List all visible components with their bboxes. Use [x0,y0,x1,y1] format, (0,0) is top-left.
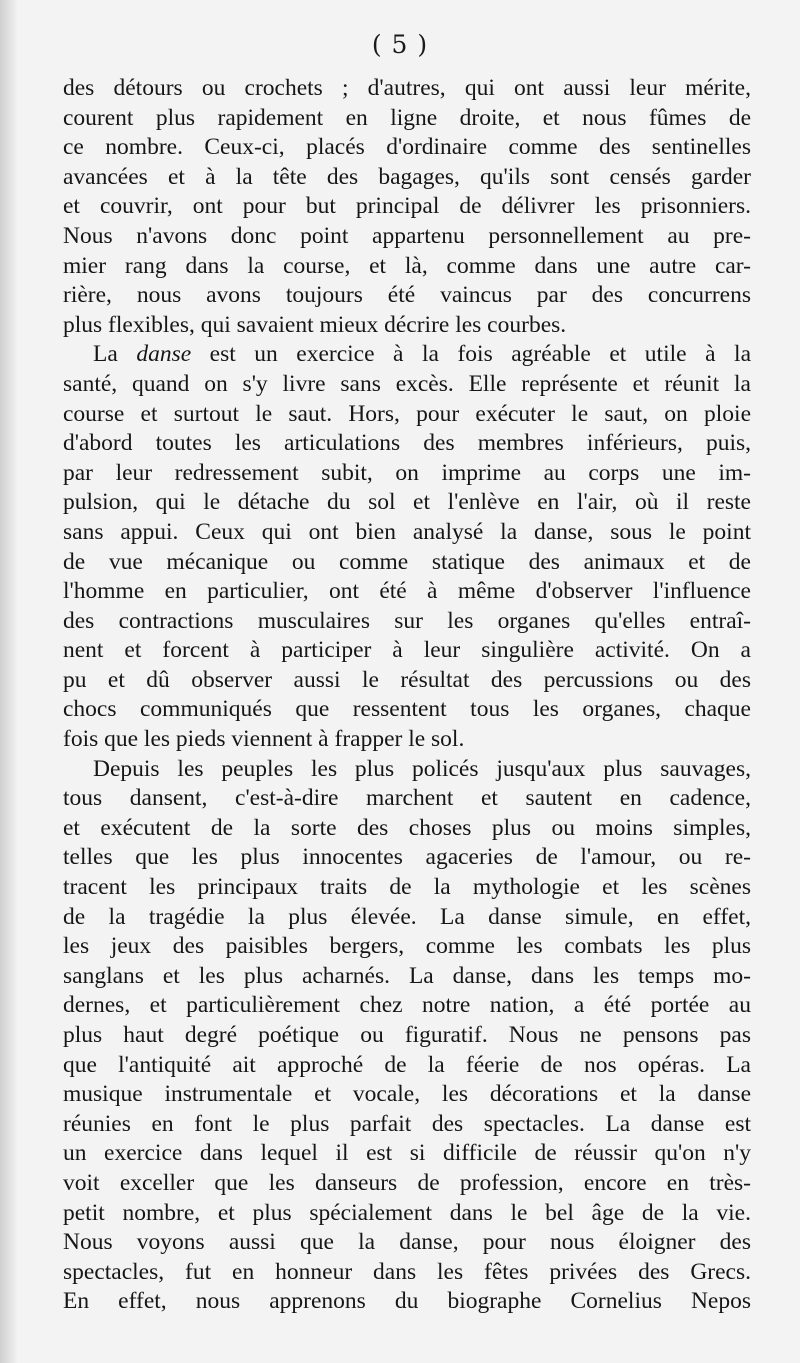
text-line: réunies en font le plus parfait des spectacles. La danse est [63,1110,751,1137]
text-line: pu et dû observer aussi le résultat des percussions ou des [63,666,751,693]
text-line: que l'antiquité ait approché de la féerie de nos opéras. La [63,1051,751,1078]
text-line: rière, nous avons toujours été vaincus par des concurrens [63,282,751,309]
text-line: des détours ou crochets ; d'autres, qui ont aussi leur mérite, [63,75,751,101]
text-line: par leur redressement subit, on imprime au corps une im- [63,459,751,486]
text-line: dernes, et particulièrement chez notre nation, a été portée au [63,992,751,1019]
text-line: mier rang dans la course, et là, comme dans une autre car- [63,252,751,279]
text-line: santé, quand on s'y livre sans excès. Elle représente et réunit la [63,370,751,397]
text-line: sanglans et les plus acharnés. La danse, dans les temps mo- [63,962,751,989]
text-line: l'homme en particulier, ont été à même d'observer l'influence [63,578,751,605]
text-line: musique instrumentale et vocale, les décorations et la danse [63,1081,751,1108]
text-line: ce nombre. Ceux-ci, placés d'ordinaire comme des sentinelles [63,134,751,161]
text-line: telles que les plus innocentes agaceries de l'amour, ou re- [63,844,751,871]
text-line: tracent les principaux traits de la mythologie et les scènes [63,874,751,901]
text-line: pulsion, qui le détache du sol et l'enlève en l'air, où il reste [63,489,751,516]
page-gutter-shadow [0,0,18,1363]
text-line: courent plus rapidement en ligne droite, et nous fûmes de [63,104,751,131]
text-line: avancées et à la tête des bagages, qu'ils sont censés garder [63,163,751,190]
text-line: plus flexibles, qui savaient mieux décrire les courbes. [63,311,567,338]
text-line: petit nombre, et plus spécialement dans le bel âge de la vie. [63,1199,751,1226]
text-line: des contractions musculaires sur les organes qu'elles entraî- [63,607,751,634]
text-line: et couvrir, ont pour but principal de délivrer les prisonniers. [63,193,751,220]
page-number: ( 5 ) [371,30,429,59]
text-line: un exercice dans lequel il est si difficile de réussir qu'on n'y [63,1140,751,1167]
text-line: et exécutent de la sorte des choses plus ou moins simples, [63,814,751,841]
text-line: tous dansent, c'est-à-dire marchent et sautent en cadence, [63,785,751,812]
text-line: plus haut degré poétique ou figuratif. Nous ne pensons pas [63,1022,751,1048]
text-line: La danse est un exercice à la fois agréable et utile à la [93,341,751,368]
text-line: Nous voyons aussi que la danse, pour nous éloigner des [63,1229,751,1256]
text-line: voit exceller que les danseurs de profession, encore en très- [63,1169,751,1196]
text-line: fois que les pieds viennent à frapper le sol. [63,726,465,753]
text-line: nent et forcent à participer à leur singulière activité. On a [63,637,751,664]
text-line: chocs communiqués que ressentent tous les organes, chaque [63,696,751,723]
body-text [63,74,751,1317]
text-line: Depuis les peuples les plus policés jusqu'aux plus sauvages, [93,755,751,782]
text-line: En effet, nous apprenons du biographe Cornelius Nepos [63,1288,751,1315]
text-line: de vue mécanique ou comme statique des animaux et de [63,548,751,575]
text-line: spectacles, fut en honneur dans les fêtes privées des Grecs. [63,1258,751,1285]
text-line: les jeux des paisibles bergers, comme les combats les plus [63,933,751,960]
text-line: Nous n'avons donc point appartenu personnellement au pre- [63,222,751,249]
text-line: d'abord toutes les articulations des membres inférieurs, puis, [63,430,751,457]
italic-emphasis: danse [136,341,192,368]
text-line: de la tragédie la plus élevée. La danse simule, en effet, [63,903,751,930]
text-line: course et surtout le saut. Hors, pour exécuter le saut, on ploie [63,400,751,427]
text-line: sans appui. Ceux qui ont bien analysé la danse, sous le point [63,518,751,545]
